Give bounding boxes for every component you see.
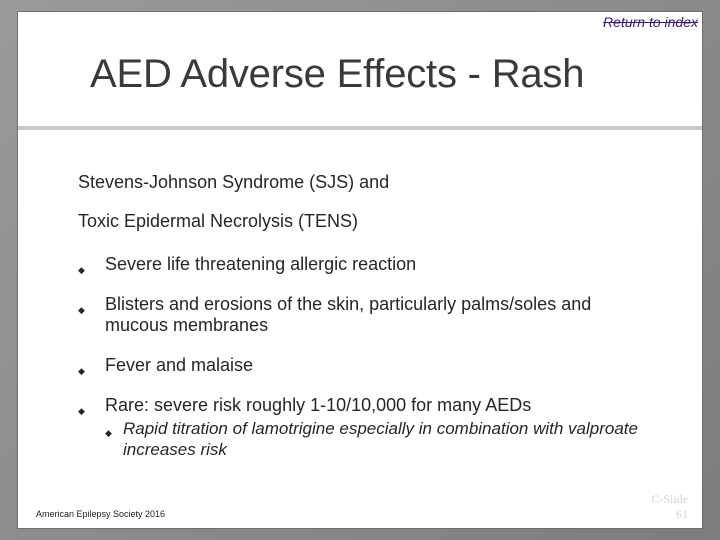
slide	[18, 12, 702, 528]
sub-bullet-item	[105, 418, 658, 460]
bullet-item	[78, 254, 658, 275]
bullet-text: Rare: severe risk roughly 1-10/10,000 for many AEDs	[105, 395, 532, 415]
return-to-index-link[interactable]: Return to index	[603, 14, 698, 30]
title-divider	[18, 126, 702, 130]
slide-id-label: C-Slide	[651, 492, 688, 506]
bullet-item	[78, 395, 658, 460]
sub-bullet-text: Rapid titration of lamotrigine especially in combination with valproate increases risk	[123, 419, 638, 459]
footer-credit: American Epilepsy Society 2016	[36, 509, 166, 519]
bullet-text: Severe life threatening allergic reaction	[105, 254, 417, 274]
heading-line-1: Stevens-Johnson Syndrome (SJS) and	[78, 172, 390, 192]
bullet-item	[78, 355, 658, 376]
diamond-bullet-icon: ◆	[78, 406, 85, 416]
diamond-bullet-icon: ◆	[105, 428, 112, 438]
diamond-bullet-icon: ◆	[78, 305, 85, 315]
bullet-text: Blisters and erosions of the skin, particularly palms/soles and mucous membranes	[105, 294, 592, 335]
bullet-text: Fever and malaise	[105, 355, 254, 375]
slide-content	[78, 172, 658, 479]
diamond-bullet-icon: ◆	[78, 366, 85, 376]
bullet-item	[78, 294, 658, 336]
heading-line-2: Toxic Epidermal Necrolysis (TENS)	[78, 211, 359, 231]
slide-id-number: 61	[676, 507, 688, 521]
slide-title: AED Adverse Effects - Rash	[90, 52, 585, 96]
slide-number	[651, 492, 688, 522]
diamond-bullet-icon: ◆	[78, 265, 85, 275]
